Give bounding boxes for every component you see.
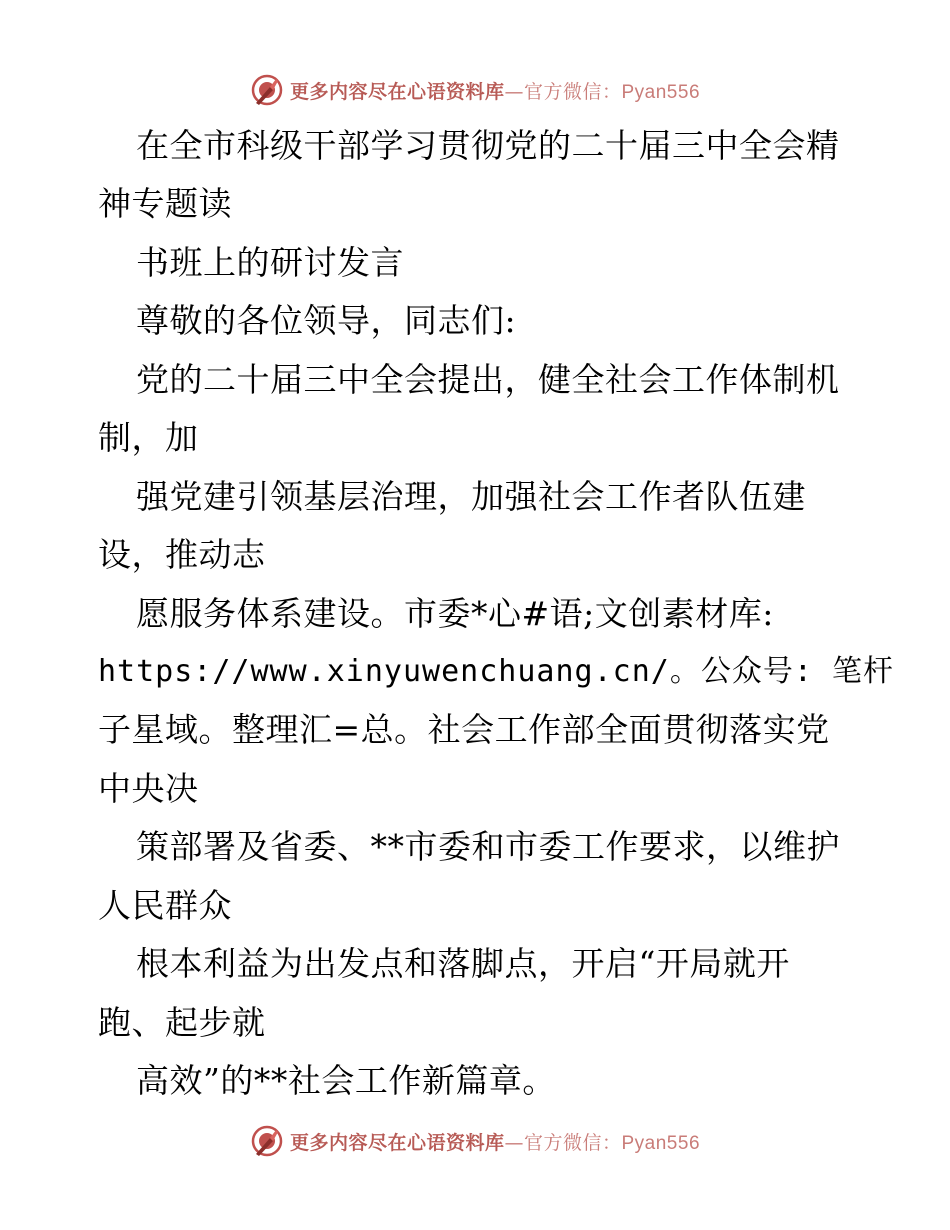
- title-line-3: 书班上的研讨发言: [136, 243, 404, 282]
- salutation: 尊敬的各位领导，同志们:: [136, 301, 517, 340]
- paragraph-line: 高效”的**社会工作新篇章。: [136, 1061, 556, 1100]
- paragraph-line: 党的二十届三中全会提出，健全社会工作体制机: [136, 360, 840, 399]
- title-line-1: 在全市科级干部学习贯彻党的二十届三中全会精: [136, 126, 840, 165]
- paragraph-line: 设，推动志: [98, 535, 266, 574]
- paragraph-line: 愿服务体系建设。市委*心#语;文创素材库:: [136, 594, 774, 633]
- pen-logo-icon: [250, 1124, 284, 1158]
- paragraph-line: 人民群众: [98, 886, 232, 925]
- watermark-text: 更多内容尽在心语资料库—官方微信：Pyan556: [289, 80, 701, 103]
- watermark-wechat-id: Pyan556: [621, 81, 701, 103]
- paragraph-line: 跑、起步就: [98, 1003, 266, 1042]
- paragraph-line-url: https://www.xinyuwenchuang.cn/。公众号: 笔杆: [98, 654, 894, 689]
- paragraph-line: 制，加: [98, 418, 199, 457]
- paragraph-line: 子星域。整理汇=总。社会工作部全面贯彻落实党: [98, 710, 830, 749]
- watermark-wechat-id: Pyan556: [621, 1132, 701, 1154]
- title-line-2: 神专题读: [98, 184, 232, 223]
- header-watermark: [0, 70, 950, 110]
- paragraph-line: 根本利益为出发点和落脚点，开启“开局就开: [136, 944, 790, 983]
- paragraph-line: 中央决: [98, 769, 199, 808]
- watermark-text: 更多内容尽在心语资料库—官方微信：Pyan556: [289, 1131, 701, 1154]
- pen-logo-icon: [250, 73, 284, 107]
- footer-watermark: [0, 1121, 950, 1161]
- paragraph-line: 强党建引领基层治理，加强社会工作者队伍建: [136, 477, 806, 516]
- paragraph-line: 策部署及省委、**市委和市委工作要求，以维护: [136, 827, 840, 866]
